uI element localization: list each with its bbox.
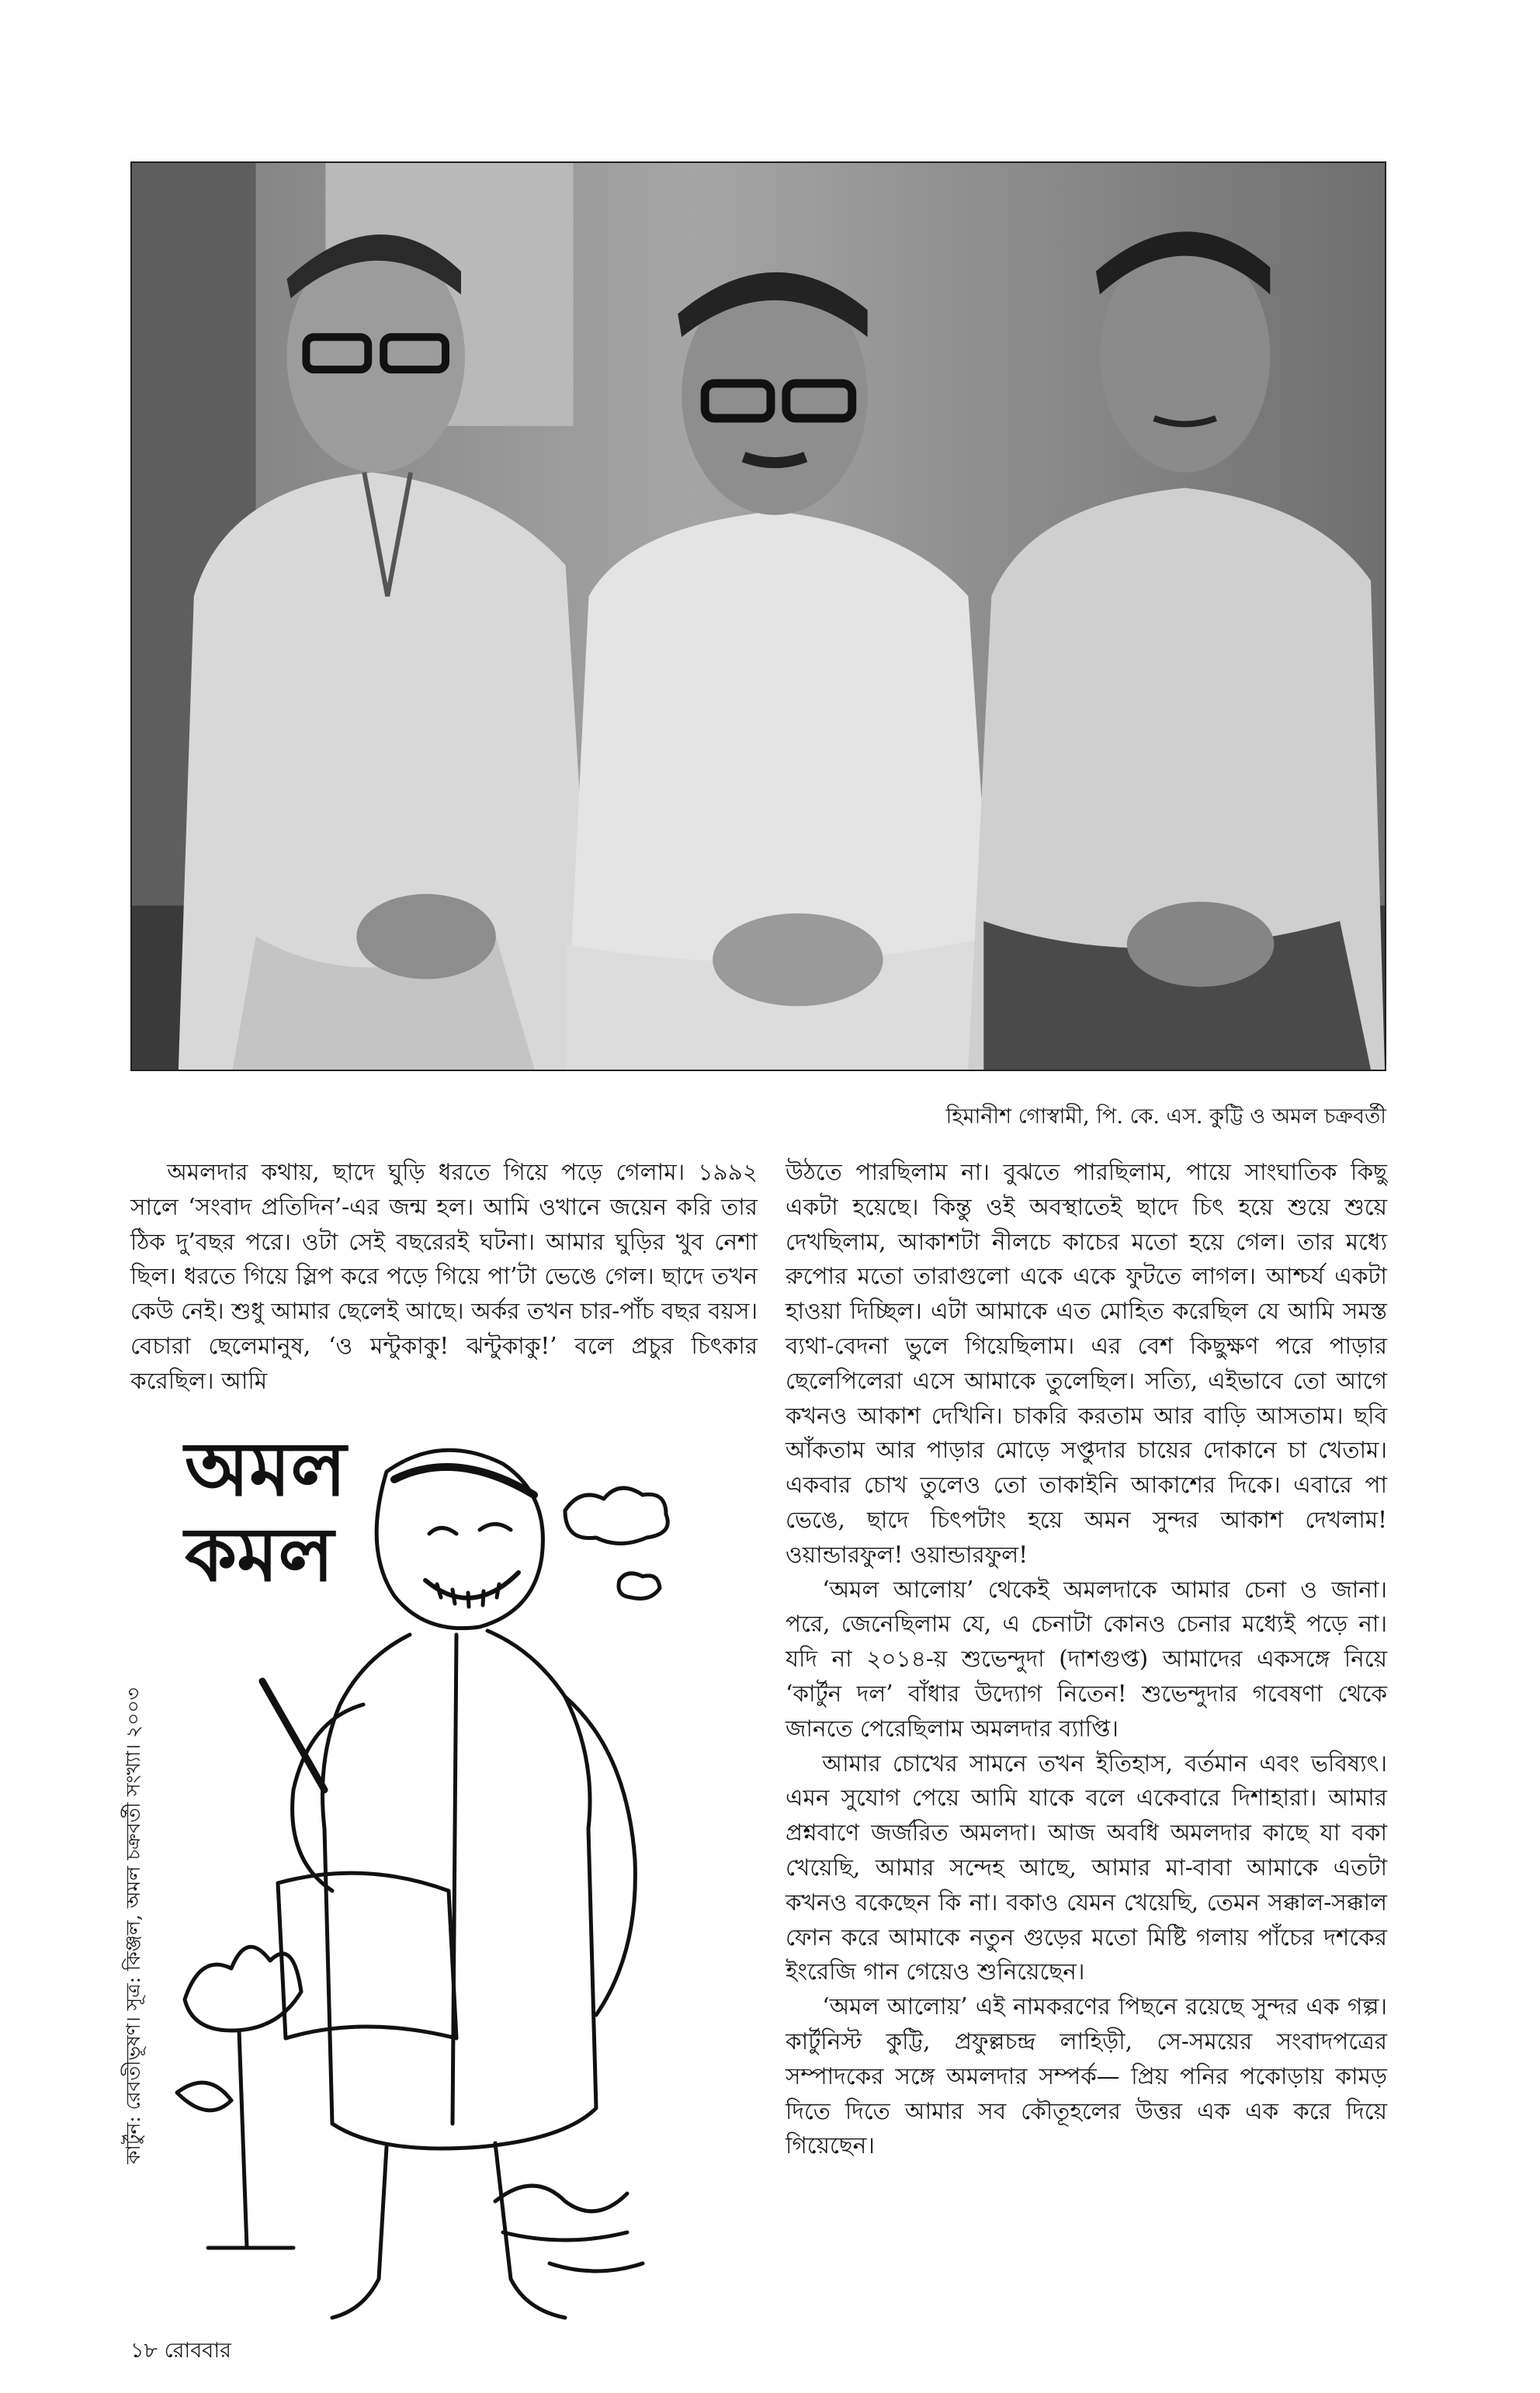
article-column-left	[130, 1155, 758, 1399]
photo-illustration	[132, 163, 1385, 1070]
cartoon-drawing	[130, 1425, 758, 2357]
page-folio: ১৮ রোববার	[130, 2339, 231, 2363]
photo-caption: হিমানীশ গোস্বামী, পি. কে. এস. কুট্টি ও অমল চক্রবর্তী	[945, 1105, 1386, 1129]
article-column-right	[786, 1155, 1387, 2163]
photo-three-men	[130, 161, 1386, 1071]
cartoon-title-line2: কমল	[185, 1510, 334, 1598]
paragraph: ‘অমল আলোয়’ থেকেই অমলদাকে আমার চেনা ও জানা। পরে, জেনেছিলাম যে, এ চেনাটা কোনও চেনার মধ্যেই পড়ে না। যদি না ২০১৪-য় শুভেন্দুদা (দাশগুপ্ত) আমাদের একসঙ্গে নিয়ে ‘কার্টুন দল’ বাঁধার উদ্যোগ নিতেন! শুভেন্দুদার গবেষণা থেকে জানতে পেরেছিলাম অমলদার ব্যাপ্তি।	[786, 1576, 1387, 1742]
caricature-cartoon	[130, 1425, 758, 2357]
paragraph: আমার চোখের সামনে তখন ইতিহাস, বর্তমান এবং ভবিষ্যৎ। এমন সুযোগ পেয়ে আমি যাকে বলে একেবারে দিশাহারা। আমার প্রশ্নবাণে জর্জরিত অমলদা। আজ অবধি অমলদার কাছে যা বকা খেয়েছি, আমার সন্দেহ আছে, আমার মা-বাবা আমাকে এতটা কখনও বকেছেন কি না। বকাও যেমন খেয়েছি, তেমন সক্কাল-সক্কাল ফোন করে আমাকে নতুন গুড়ের মতো মিষ্টি গলায় পাঁচের দশকের ইংরেজি গান গেয়েও শুনিয়েছেন।	[786, 1750, 1387, 1985]
cartoon-credit: কার্টুন: রেবতীভূষণ। সূত্র: কিঞ্জল, অমল চক্রবর্তী সংখ্যা। ২০০৩	[122, 1687, 144, 2164]
paragraph: উঠতে পারছিলাম না। বুঝতে পারছিলাম, পায়ে সাংঘাতিক কিছু একটা হয়েছে। কিন্তু ওই অবস্থাতেই ছাদে চিৎ হয়ে শুয়ে শুয়ে দেখছিলাম, আকাশটা নীলচে কাচের মতো হয়ে গেল। তার মধ্যে রুপোর মতো তারাগুলো একে একে ফুটতে লাগল। আশ্চর্য একটা হাওয়া দিচ্ছিল। এটা আমাকে এত মোহিত করেছিল যে আমি সমস্ত ব্যথা-বেদনা ভুলে গিয়েছিলাম। এর বেশ কিছুক্ষণ পরে পাড়ার ছেলেপিলেরা এসে আমাকে তুলেছিল। সত্যি, এইভাবে তো আগে কখনও আকাশ দেখিনি। চাকরি করতাম আর বাড়ি আসতাম। ছবি আঁকতাম আর পাড়ার মোড়ে সপ্তুদার চায়ের দোকানে চা খেতাম। একবার চোখ তুলেও তো তাকাইনি আকাশের দিকে। এবারে পা ভেঙে, ছাদে চিৎপটাং হয়ে অমন সুন্দর আকাশ দেখলাম! ওয়ান্ডারফুল! ওয়ান্ডারফুল!	[786, 1159, 1387, 1568]
paragraph: ‘অমল আলোয়’ এই নামকরণের পিছনে রয়েছে সুন্দর এক গল্প। কার্টুনিস্ট কুট্টি, প্রফুল্লচন্দ্র লাহিড়ী, সে-সময়ের সংবাদপত্রের সম্পাদকের সঙ্গে অমলদার সম্পর্ক— প্রিয় পনির পকোড়ায় কামড় দিতে দিতে আমার সব কৌতূহলের উত্তর এক এক করে দিয়ে গিয়েছেন।	[786, 1993, 1387, 2159]
cartoon-title-line1: অমল	[185, 1425, 346, 1513]
paragraph: অমলদার কথায়, ছাদে ঘুড়ি ধরতে গিয়ে পড়ে গেলাম। ১৯৯২ সালে ‘সংবাদ প্রতিদিন’-এর জন্ম হল। আমি ওখানে জয়েন করি তার ঠিক দু’বছর পরে। ওটা সেই বছরেরই ঘটনা। আমার ঘুড়ির খুব নেশা ছিল। ধরতে গিয়ে স্লিপ করে পড়ে গিয়ে পা’টা ভেঙে গেল। ছাদে তখন কেউ নেই। শুধু আমার ছেলেই আছে। অর্কর তখন চার-পাঁচ বছর বয়স। বেচারা ছেলেমানুষ, ‘ও মন্টুকাকু! ঝন্টুকাকু!’ বলে প্রচুর চিৎকার করেছিল। আমি	[130, 1159, 758, 1394]
